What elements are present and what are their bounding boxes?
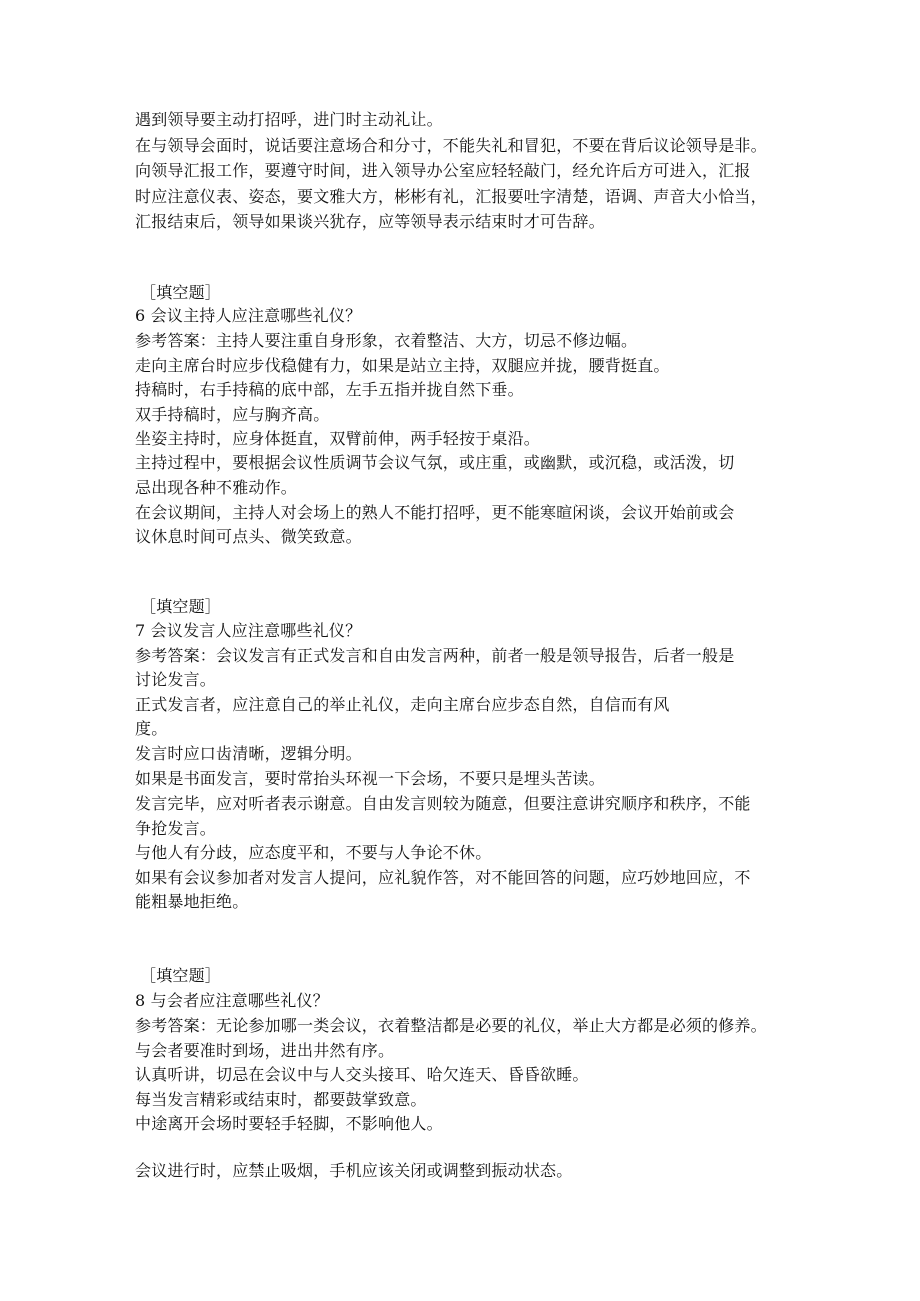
answer-line: 主持过程中，要根据会议性质调节会议气氛，或庄重，或幽默，或沉稳，或活泼，切 (135, 453, 735, 472)
question-type-tag: ［填空题］ (140, 597, 222, 616)
answer-line: 坐姿主持时，应身体挺直，双臂前伸，两手轻按于桌沿。 (135, 429, 541, 448)
answer-line: 讨论发言。 (135, 670, 217, 689)
answer-line: 正式发言者，应注意自己的举止礼仪，走向主席台应步态自然，自信而有风 (135, 695, 670, 714)
answer-line: 忌出现各种不雅动作。 (135, 478, 298, 497)
answer-line: 如果是书面发言，要时常抬头环视一下会场，不要只是埋头苦读。 (135, 769, 605, 788)
answer-line: 度。 (135, 719, 168, 738)
answer-line: 发言完毕，应对听者表示谢意。自由发言则较为随意，但要注意讲究顺序和秩序，不能 (135, 794, 751, 813)
answer-line: 如果有会议参加者对发言人提问，应礼貌作答，对不能回答的问题，应巧妙地回应，不 (135, 868, 751, 887)
answer-line: 参考答案：主持人要注重自身形象，衣着整洁、大方，切忌不修边幅。 (135, 331, 638, 350)
answer-line: 与他人有分歧，应态度平和，不要与人争论不休。 (135, 843, 492, 862)
answer-line: 发言时应口齿清晰，逻辑分明。 (135, 744, 362, 763)
closing-line: 会议进行时，应禁止吸烟，手机应该关闭或调整到振动状态。 (135, 1161, 573, 1180)
answer-line: 与会者要准时到场，进出井然有序。 (135, 1041, 395, 1060)
answer-line: 走向主席台时应步伐稳健有力，如果是站立主持，双腿应并拢，腰背挺直。 (135, 356, 670, 375)
question-title: 6 会议主持人应注意哪些礼仪？ (135, 306, 362, 325)
question-title: 8 与会者应注意哪些礼仪？ (135, 991, 329, 1010)
answer-line: 在会议期间，主持人对会场上的熟人不能打招呼，更不能寒暄闲谈，会议开始前或会 (135, 503, 735, 522)
question-type-tag: ［填空题］ (140, 966, 222, 985)
answer-line: 参考答案：无论参加哪一类会议，衣着整洁都是必要的礼仪，举止大方都是必须的修养。 (135, 1016, 767, 1035)
answer-line: 认真听讲，切忌在会议中与人交头接耳、哈欠连天、昏昏欲睡。 (135, 1065, 589, 1084)
answer-line: 每当发言精彩或结束时，都要鼓掌致意。 (135, 1090, 427, 1109)
intro-line: 汇报结束后，领导如果谈兴犹存，应等领导表示结束时才可告辞。 (135, 212, 605, 231)
intro-line: 在与领导会面时，说话要注意场合和分寸，不能失礼和冒犯，不要在背后议论领导是非。 (135, 136, 767, 155)
question-title: 7 会议发言人应注意哪些礼仪？ (135, 621, 362, 640)
answer-line: 议休息时间可点头、微笑致意。 (135, 527, 362, 546)
intro-line: 时应注意仪表、姿态，要文雅大方，彬彬有礼，汇报要吐字清楚，语调、声音大小恰当， (135, 187, 767, 206)
intro-line: 向领导汇报工作，要遵守时间，进入领导办公室应轻轻敲门，经允许后方可进入，汇报 (135, 161, 751, 180)
answer-line: 能粗暴地拒绝。 (135, 892, 249, 911)
answer-line: 参考答案：会议发言有正式发言和自由发言两种，前者一般是领导报告，后者一般是 (135, 646, 735, 665)
intro-line: 遇到领导要主动打招呼，进门时主动礼让。 (135, 110, 443, 129)
question-type-tag: ［填空题］ (140, 283, 222, 302)
answer-line: 争抢发言。 (135, 819, 217, 838)
answer-line: 双手持稿时，应与胸齐高。 (135, 405, 330, 424)
answer-line: 中途离开会场时要轻手轻脚，不影响他人。 (135, 1114, 443, 1133)
answer-line: 持稿时，右手持稿的底中部，左手五指并拢自然下垂。 (135, 380, 524, 399)
